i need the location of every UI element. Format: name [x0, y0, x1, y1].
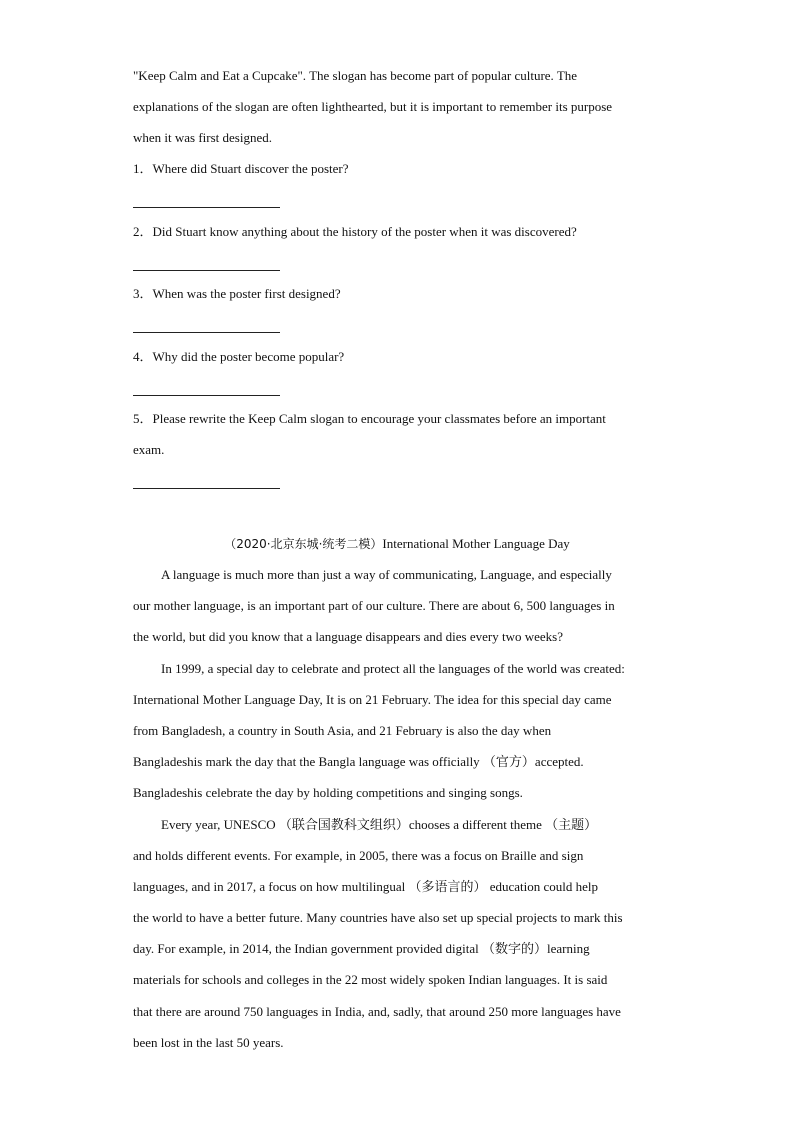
- passage-line: "Keep Calm and Eat a Cupcake". The slogan has become part of popular culture. The: [133, 68, 578, 83]
- article-line: from Bangladesh, a country in South Asia, and 21 February is also the day when: [133, 723, 552, 738]
- question-text: Why did the poster become popular?: [152, 349, 345, 364]
- article-heading: [0, 535, 794, 553]
- article-line: In 1999, a special day to celebrate and protect all the languages of the world was created:: [161, 661, 625, 676]
- article-line: Every year, UNESCO （联合国教科文组织）chooses a different theme （主题）: [161, 817, 598, 832]
- question-4: [133, 348, 344, 366]
- answer-line-2[interactable]: [133, 270, 280, 271]
- article-source: （2020·北京东城·统考二模）: [224, 537, 383, 551]
- article-line: Bangladeshis celebrate the day by holding competitions and singing songs.: [133, 785, 523, 800]
- answer-line-1[interactable]: [133, 207, 280, 208]
- passage-line: explanations of the slogan are often lighthearted, but it is important to remember its purpose: [133, 99, 613, 114]
- question-number: 2．: [133, 224, 153, 239]
- article-line: materials for schools and colleges in the 22 most widely spoken Indian languages. It is said: [133, 972, 608, 987]
- article-line: languages, and in 2017, a focus on how multilingual （多语言的） education could help: [133, 879, 599, 894]
- article-line: and holds different events. For example, in 2005, there was a focus on Braille and sign: [133, 848, 584, 863]
- answer-line-3[interactable]: [133, 332, 280, 333]
- question-5: [133, 410, 606, 428]
- article-title: International Mother Language Day: [382, 536, 570, 551]
- question-1: [133, 160, 349, 178]
- article-line: the world to have a better future. Many countries have also set up special projects to mark this: [133, 910, 623, 925]
- article-line: the world, but did you know that a language disappears and dies every two weeks?: [133, 629, 563, 644]
- passage-line: when it was first designed.: [133, 130, 273, 145]
- question-number: 5．: [133, 411, 153, 426]
- article-line: Bangladeshis mark the day that the Bangla language was officially （官方）accepted.: [133, 754, 584, 769]
- question-5-continuation: exam.: [133, 442, 165, 457]
- article-line: day. For example, in 2014, the Indian government provided digital （数字的）learning: [133, 941, 590, 956]
- question-number: 1．: [133, 161, 153, 176]
- article-line: A language is much more than just a way of communicating, Language, and especially: [161, 567, 612, 582]
- article-line: International Mother Language Day, It is on 21 February. The idea for this special day came: [133, 692, 612, 707]
- question-text: Did Stuart know anything about the history of the poster when it was discovered?: [152, 224, 577, 239]
- article-line: that there are around 750 languages in India, and, sadly, that around 250 more languages have: [133, 1004, 621, 1019]
- question-number: 4．: [133, 349, 153, 364]
- question-text: Please rewrite the Keep Calm slogan to encourage your classmates before an important: [152, 411, 606, 426]
- question-text: Where did Stuart discover the poster?: [152, 161, 349, 176]
- article-line: been lost in the last 50 years.: [133, 1035, 284, 1050]
- question-text: When was the poster first designed?: [152, 286, 341, 301]
- answer-line-4[interactable]: [133, 395, 280, 396]
- answer-line-5[interactable]: [133, 488, 280, 489]
- article-line: our mother language, is an important part of our culture. There are about 6, 500 languages in: [133, 598, 615, 613]
- question-3: [133, 285, 341, 303]
- question-2: [133, 223, 577, 241]
- question-number: 3．: [133, 286, 153, 301]
